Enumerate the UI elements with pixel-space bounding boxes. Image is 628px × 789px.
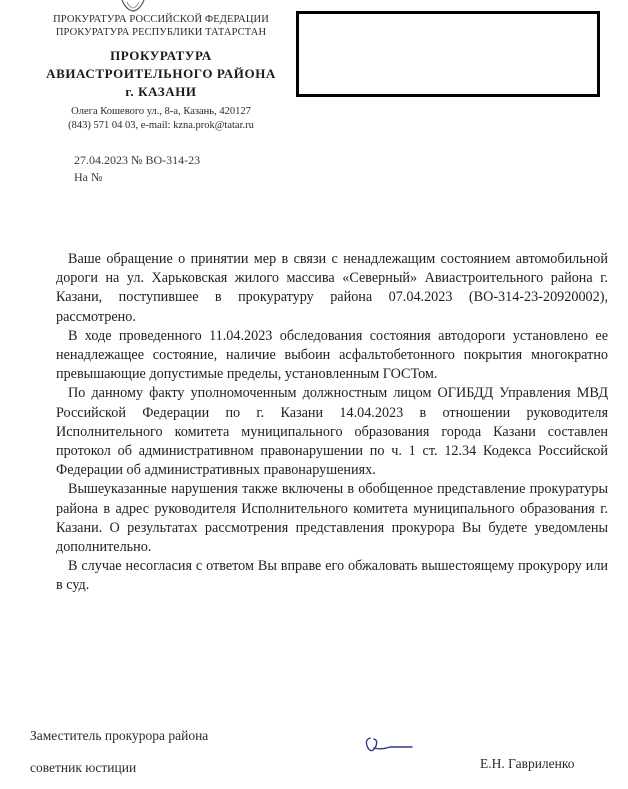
- outgoing-number: 27.04.2023 № ВО-314-23: [74, 153, 201, 167]
- reply-to-number: На №: [74, 170, 103, 184]
- header-federation: ПРОКУРАТУРА РОССИЙСКОЙ ФЕДЕРАЦИИ: [53, 14, 269, 25]
- header-republic: ПРОКУРАТУРА РЕСПУБЛИКИ ТАТАРСТАН: [55, 27, 267, 38]
- signer-name: Е.Н. Гавриленко: [480, 756, 575, 771]
- header-address: Олега Кошевого ул., 8-а, Казань, 420127: [71, 106, 251, 117]
- header-district: АВИАСТРОИТЕЛЬНОГО РАЙОНА: [46, 66, 276, 81]
- letter-body: [56, 250, 608, 596]
- handwritten-signature-icon: [360, 730, 416, 760]
- recipient-redaction-box: [296, 11, 600, 97]
- header-contacts: (843) 571 04 03, e-mail: kzna.prok@tatar.ru: [68, 120, 254, 131]
- emblem-icon: [116, 0, 150, 12]
- paragraph-3: По данному факту уполномоченным должностным лицом ОГИБДД Управления МВД Российской Федерации по г. Казани 14.04.2023 в отношении руководителя Исполнительного комитета муниципального образования города Казани составлен протокол об административном правонарушении по ч. 1 ст. 12.34 Кодекса Российской Федерации об административных правонарушениях.: [56, 385, 608, 479]
- header-city: г. КАЗАНИ: [125, 84, 197, 99]
- paragraph-4: Вышеуказанные нарушения также включены в обобщенное представление прокуратуры района в адрес руководителя Исполнительного комитета муниципального образования г. Казани. О результатах рассмотрения представления прокурора Вы будете уведомлены дополнительно.: [56, 481, 608, 556]
- paragraph-1: Ваше обращение о принятии мер в связи с ненадлежащим состоянием автомобильной дороги на ул. Харьковская жилого массива «Северный» Авиастроительного района г. Казани, поступившее в прокуратуру района 07.04.2023 (ВО-314-23-20920002), рассмотрено.: [56, 251, 608, 325]
- signer-rank: советник юстиции: [30, 760, 137, 775]
- paragraph-2: В ходе проведенного 11.04.2023 обследования состояния автодороги установлено ее ненадлежащее состояние, наличие выбоин асфальтобетонного покрытия многократно превышающие допустимые пределы, установленным ГОСТом.: [56, 327, 608, 383]
- signer-position: Заместитель прокурора района: [30, 728, 209, 743]
- header-prosecutor: ПРОКУРАТУРА: [110, 48, 212, 63]
- paragraph-5: В случае несогласия с ответом Вы вправе его обжаловать вышестоящему прокурору или в суд.: [56, 558, 608, 594]
